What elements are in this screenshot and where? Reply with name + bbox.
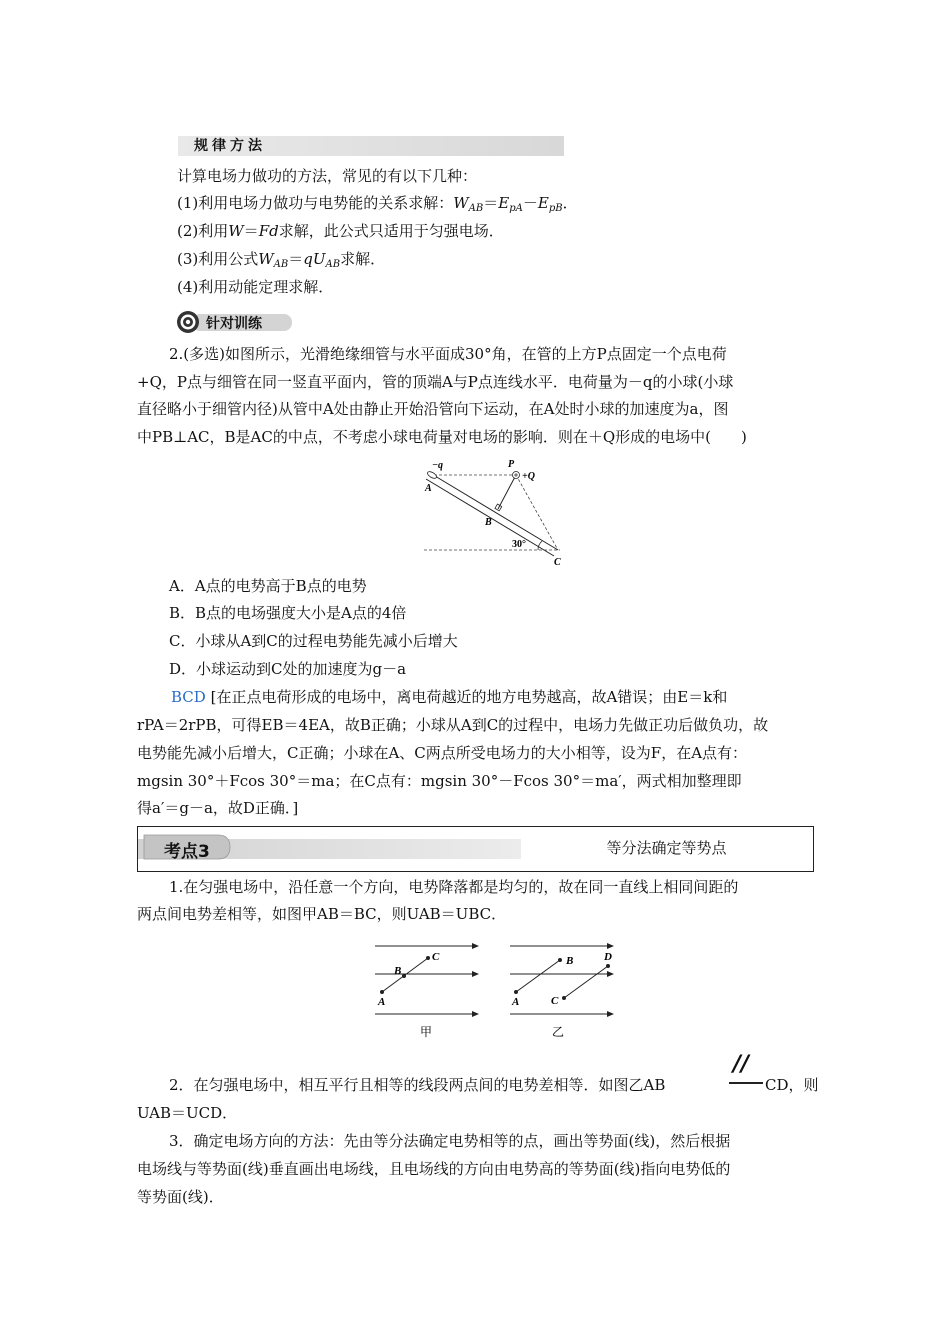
s3-p2-line-1b: CD，则 <box>765 1076 819 1094</box>
label-C: C <box>554 557 561 568</box>
option-A: A．A点的电势高于B点的电势 <box>169 577 367 595</box>
training-banner <box>176 310 292 334</box>
label-angle: 30° <box>512 539 526 550</box>
method-banner-label: 规律方法 <box>194 138 266 154</box>
answer-line-2: rPA＝2rPB，可得EB＝4EA，故B正确；小球从A到C的过程中，电场力先做正功后做负功，故 <box>137 716 769 734</box>
s3-p1-line-1: 1.在匀强电场中，沿任意一个方向，电势降落都是均匀的，故在同一直线上相同间距的 <box>169 878 739 896</box>
label-B: B <box>485 517 492 528</box>
ball <box>426 470 437 479</box>
label-A: A <box>425 483 432 494</box>
s3-p2-line-1a: 2．在匀强电场中，相互平行且相等的线段两点间的电势差相等．如图乙AB <box>169 1076 666 1094</box>
label-plus-Q: +Q <box>522 471 535 482</box>
s3-p2-line-2: UAB＝UCD． <box>137 1104 238 1122</box>
figure-equipotential <box>370 938 620 1042</box>
method-item-3: (3)利用公式$W_{AB}=qU_{AB}$求解． <box>177 250 386 270</box>
kaodian-left <box>138 827 521 870</box>
problem-line-3: 直径略小于细管内径)从管中A处由静止开始沿管向下运动，在A处时小球的加速度为a，图 <box>137 400 729 418</box>
yi-point-D <box>606 964 610 968</box>
jia-caption: 甲 <box>420 1025 433 1039</box>
jia-label-C: C <box>432 951 440 963</box>
yi-label-B: B <box>566 955 574 967</box>
kaodian-label: 考点3 <box>164 842 210 862</box>
answer-line-3: 电势能先减小后增大，C正确；小球在A、C两点所受电场力的大小相等，设为F，在A点有： <box>137 744 748 762</box>
answer-line-5: 得a′＝g－a，故D正确．] <box>137 799 299 817</box>
method-banner <box>178 136 564 156</box>
parallel-equal-symbol: // <box>729 1052 763 1092</box>
s3-p3-line-1: 3．确定电场方向的方法：先由等分法确定电势相等的点，画出等势面(线)，然后根据 <box>169 1132 731 1150</box>
s3-p3-line-3: 等势面(线)． <box>137 1188 224 1206</box>
yi-label-D: D <box>604 951 612 963</box>
option-C: C．小球从A到C的过程电势能先减小后增大 <box>169 632 458 650</box>
label-P: P <box>508 459 515 470</box>
jia-point-B <box>402 974 406 978</box>
jia-point-A <box>380 990 384 994</box>
jia-label-A: A <box>378 996 386 1008</box>
answer-line-1: BCD [在正点电荷形成的电场中，离电荷越近的地方电势越高，故A错误；由E＝k和 <box>171 688 728 706</box>
answer-line-4: mgsin 30°＋Fcos 30°＝ma；在C点有：mgsin 30°－Fcos 30°＝ma′，两式相加整理即 <box>137 772 742 790</box>
problem-line-4: 中PB⊥AC，B是AC的中点，不考虑小球电荷量对电场的影响．则在＋Q形成的电场中( ) <box>137 428 747 446</box>
s3-p3-line-2: 电场线与等势面(线)垂直画出电场线，且电场线的方向由电势高的等势面(线)指向电势低的 <box>137 1160 731 1178</box>
problem-line-2: +Q，P点与细管在同一竖直平面内，管的顶端A与P点连线水平．电荷量为－q的小球(小球 <box>137 373 734 391</box>
figure-incline <box>420 455 580 573</box>
option-D: D．小球运动到C处的加速度为g－a <box>169 660 407 678</box>
kaodian-title: 等分法确定等势点 <box>606 839 727 857</box>
PB-line <box>498 475 516 509</box>
kaodian-box <box>137 826 814 872</box>
jia-label-B: B <box>394 965 402 977</box>
yi-point-C <box>562 996 566 1000</box>
s3-p1-line-2: 两点间电势差相等，如图甲AB＝BC，则UAB＝UBC． <box>137 905 507 923</box>
jia-point-C <box>426 956 430 960</box>
training-label: 针对训练 <box>206 316 262 332</box>
tube-upper <box>430 473 558 550</box>
method-item-4: (4)利用动能定理求解． <box>177 278 334 296</box>
yi-label-A: A <box>512 996 520 1008</box>
label-minus-q: −q <box>432 460 444 471</box>
answer-key: BCD <box>171 688 206 706</box>
method-item-2: (2)利用W＝Fd求解，此公式只适用于匀强电场． <box>177 222 504 240</box>
yi-caption: 乙 <box>552 1025 565 1039</box>
method-item-1: (1)利用电场力做功与电势能的关系求解：$W_{AB}=E_{pA}-E_{pB}$． <box>177 194 578 214</box>
yi-label-C: C <box>551 995 559 1007</box>
option-B: B．B点的电场强度大小是A点的4倍 <box>169 604 407 622</box>
problem-line-1: 2.(多选)如图所示，光滑绝缘细管与水平面成30°角，在管的上方P点固定一个点电荷 <box>169 345 727 363</box>
yi-point-A <box>514 990 518 994</box>
method-intro: 计算电场力做功的方法，常见的有以下几种： <box>177 167 478 185</box>
yi-point-B <box>558 958 562 962</box>
